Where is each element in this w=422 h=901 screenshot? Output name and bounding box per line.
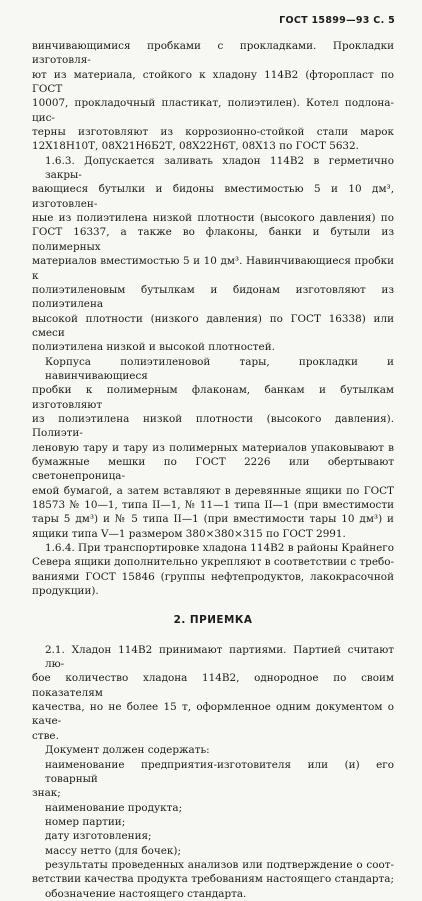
text-line: знак; [32,787,61,800]
text-line: ГОСТ 16337, а также во флаконы, банки и бутыли из полимерных [32,226,394,253]
text-line: качества, но не более 15 т, оформленное одним документом о каче- [32,701,394,728]
text-line: Документ должен содержать: [45,744,210,757]
text-line: продукции). [32,585,99,598]
text-line: полиэтилена низкой и высокой плотностей. [32,341,275,354]
running-header: ГОСТ 15899—93 С. 5 [279,15,395,26]
text-line: ящики типа V—1 размером 380×380×315 по ГОСТ 2991. [32,527,346,540]
section-gap [32,628,394,643]
text-line: ют из материала, стойкого к хладону 114В2 (фторопласт по ГОСТ [32,68,394,96]
text-line: ветствии качества продукта требованиям настоящего стандарта; [32,873,394,886]
text-line: стве. [32,729,59,742]
text-line: Севера ящики дополнительно укрепляют в соответствии с требо- [32,556,394,569]
text-line: вающиеся бутылки и бидоны вместимостью 5 и 10 дм³, изготовлен- [32,183,394,210]
text-line: пробки к полимерным флаконам, банкам и бутылкам изготовляют [32,384,394,411]
text-line: 12Х18Н10Т, 08Х21Н6Б2Т, 08Х22Н6Т, 08Х13 по ГОСТ 5632. [32,140,359,153]
text-line: бое количество хладона 114В2, однородное по своим показателям [32,672,394,699]
text-line: Корпуса полиэтиленовой тары, прокладки и навинчивающиеся [45,355,394,382]
text-line: ные из полиэтилена низкой плотности (высокого давления) по [32,212,394,225]
section-gap [32,598,394,613]
text-line: 18573 № 10—1, типа II—1, № 11—1 типа II—1 (при вместимости [32,499,394,511]
text-line: емой бумагой, а затем вставляют в деревянные ящики по ГОСТ [32,484,394,497]
document-body [32,39,394,901]
text-line: материалов вместимостью 5 и 10 дм³. Навинчивающиеся пробки к [32,255,394,282]
text-line: 10007, прокладочный пластикат, полиэтилен). Котел подлона-цис- [32,97,394,124]
text-line: терны изготовляют из коррозионно-стойкой стали марок [32,126,394,139]
text-line: полиэтиленовым бутылкам и бидонам изготовляют из полиэтилена [32,283,394,311]
text-line: бумажные мешки по ГОСТ 2226 или обертывают светонепроница- [32,455,394,483]
section-heading: 2. ПРИЕМКА [173,614,253,627]
text-line: массу нетто (для бочек); [45,844,181,857]
text-line: из полиэтилена низкой плотности (высокого давления). Полиэти- [32,412,394,440]
text-line: 1.6.4. При транспортировке хладона 114В2 в районы Крайнего [45,542,394,555]
text-line: 2.1. Хладон 114В2 принимают партиями. Партией считают лю- [45,643,394,671]
text-line: 1.6.3. Допускается заливать хладон 114В2 в герметично закры- [45,154,394,182]
text-line: обозначение настоящего стандарта. [45,887,247,900]
text-line: наименование продукта; [45,801,183,814]
text-line: номер партии; [45,815,126,828]
text-line: высокой плотности (низкого давления) по ГОСТ 16338) или смеси [32,312,394,339]
text-line: тары 5 дм³) и № 5 типа II—1 (при вместимости тары 10 дм³) и [32,513,394,526]
text-line: ваниями ГОСТ 15846 (группы нефтепродуктов, лакокрасочной [32,570,394,583]
text-line: винчивающимися пробками с прокладками. Прокладки изготовля- [32,40,394,67]
text-line: дату изготовления; [45,830,152,843]
text-line: результаты проведенных анализов или подтверждение о соот- [45,858,394,871]
text-line: леновую тару и тару из полимерных материалов упаковывают в [32,441,394,454]
text-line: наименование предприятия-изготовителя или (и) его товарный [45,758,394,785]
